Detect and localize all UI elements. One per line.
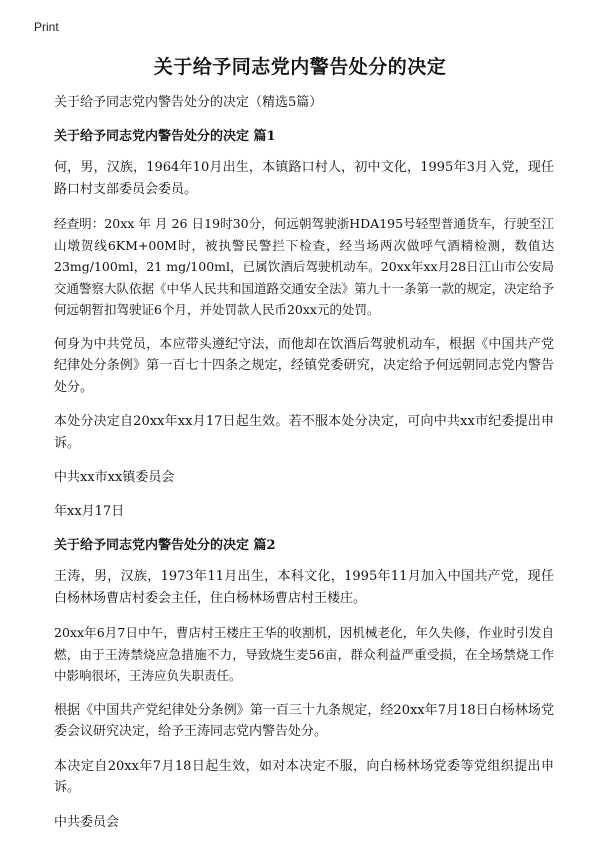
paragraph: 本决定自20xx年7月18日起生效，如对本决定不服，向白杨林场党委等党组织提出申诉。 [54, 758, 554, 795]
paragraph: 经查明：20xx 年 月 26 日19时30分，何远朝驾驶浙HDA195号轻型普通货车，行驶至江山墩贺线6KM+00M时，被执警民警拦下检查，经当场两次做呼气酒精检测，数值达23mg/100ml，21 mg/100ml，已属饮酒后驾驶机动车。20xx年xx月28日江山市公安局交通警察大队依据《中华人民共和国道路交通安全法》第九十一条第一款的规定，决定给予何远朝暂扣驾驶证6个月，并处罚款人民币20xx元的处罚。 [54, 216, 555, 317]
paragraph: 何身为中共党员，本应带头遵纪守法，而他却在饮酒后驾驶机动车，根据《中国共产党纪律处分条例》第一百七十四条之规定，经镇党委研究，决定给予何远朝同志党内警告处分。 [54, 336, 554, 395]
document-subtitle: 关于给予同志党内警告处分的决定（精选5篇） [54, 95, 323, 110]
paragraph: 根据《中国共产党纪律处分条例》第一百三十九条规定，经20xx年7月18日白杨林场党委会议研究决定，给予王涛同志党内警告处分。 [54, 702, 554, 739]
document-body [54, 92, 554, 846]
paragraph: 本处分决定自20xx年xx月17日起生效。若不服本处分决定，可向中共xx市纪委提出申诉。 [54, 414, 554, 451]
paragraph: 王涛，男，汉族，1973年11月出生，本科文化，1995年11月加入中国共产党，现任白杨林场曹店村委会主任，住白杨林场曹店村王楼庄。 [54, 569, 554, 606]
date: 年xx月17日 [54, 504, 125, 519]
section-2 [54, 535, 554, 834]
document-title: 关于给予同志党内警告处分的决定 [153, 56, 447, 78]
signature: 中共xx市xx镇委员会 [54, 470, 175, 485]
print-link[interactable]: Print [34, 20, 59, 34]
section-1 [54, 126, 554, 523]
section-heading: 关于给予同志党内警告处分的决定 篇2 [54, 538, 276, 553]
paragraph: 20xx年6月7日中午，曹店村王楼庄王华的收割机，因机械老化，年久失修，作业时引发自燃，由于王涛禁烧应急措施不力，导致烧生麦56亩，群众利益严重受损，在全场禁烧工作中影响很坏，王涛应负失职责任。 [54, 625, 554, 683]
section-heading: 关于给予同志党内警告处分的决定 篇1 [54, 129, 276, 144]
paragraph: 何，男，汉族，1964年10月出生，本镇路口村人，初中文化，1995年3月入党，现任路口村支部委员会委员。 [54, 160, 554, 197]
signature: 中共委员会 [54, 814, 120, 830]
